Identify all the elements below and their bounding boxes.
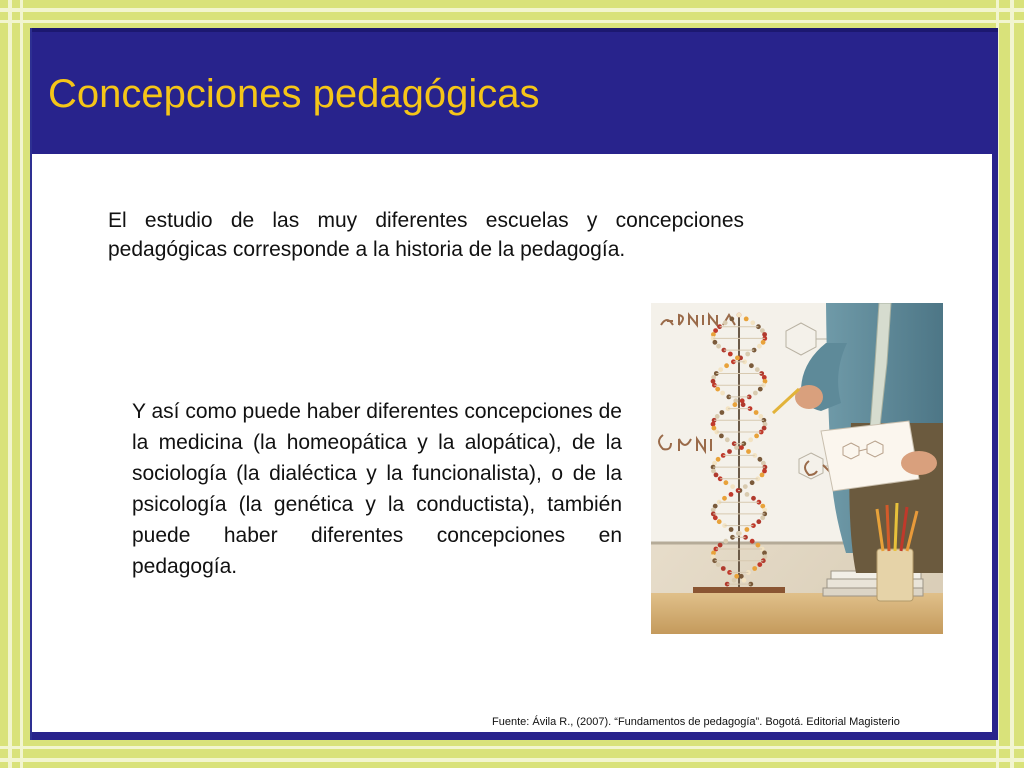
- slide-header: [32, 28, 998, 154]
- frame-stripe: [20, 0, 23, 768]
- right-border-bar: [992, 150, 998, 740]
- teacher-dna-model-photo: [651, 303, 943, 634]
- source-citation: Fuente: Ávila R., (2007). “Fundamentos de pedagogía”. Bogotá. Editorial Magisterio: [492, 716, 900, 728]
- frame-stripe: [0, 8, 1024, 12]
- intro-paragraph: El estudio de las muy diferentes escuelas y concepciones pedagógicas corresponde a la historia de la pedagogía.: [108, 209, 744, 261]
- slide: [30, 28, 998, 740]
- frame-stripe: [0, 758, 1024, 762]
- frame-stripe: [0, 746, 1024, 749]
- body-paragraph: Y así como puede haber diferentes concepciones de la medicina (la homeopática y la alopática), de la sociología (la dialéctica y la funcionalista), o de la psicología (la genética y la conductista), también puede haber diferentes concepciones en pedagogía.: [132, 400, 622, 578]
- frame-stripe: [1010, 0, 1014, 768]
- bottom-border-bar: [32, 732, 998, 740]
- slide-title: Concepciones pedagógicas: [48, 72, 540, 116]
- frame-stripe: [8, 0, 12, 768]
- frame-stripe: [0, 20, 1024, 23]
